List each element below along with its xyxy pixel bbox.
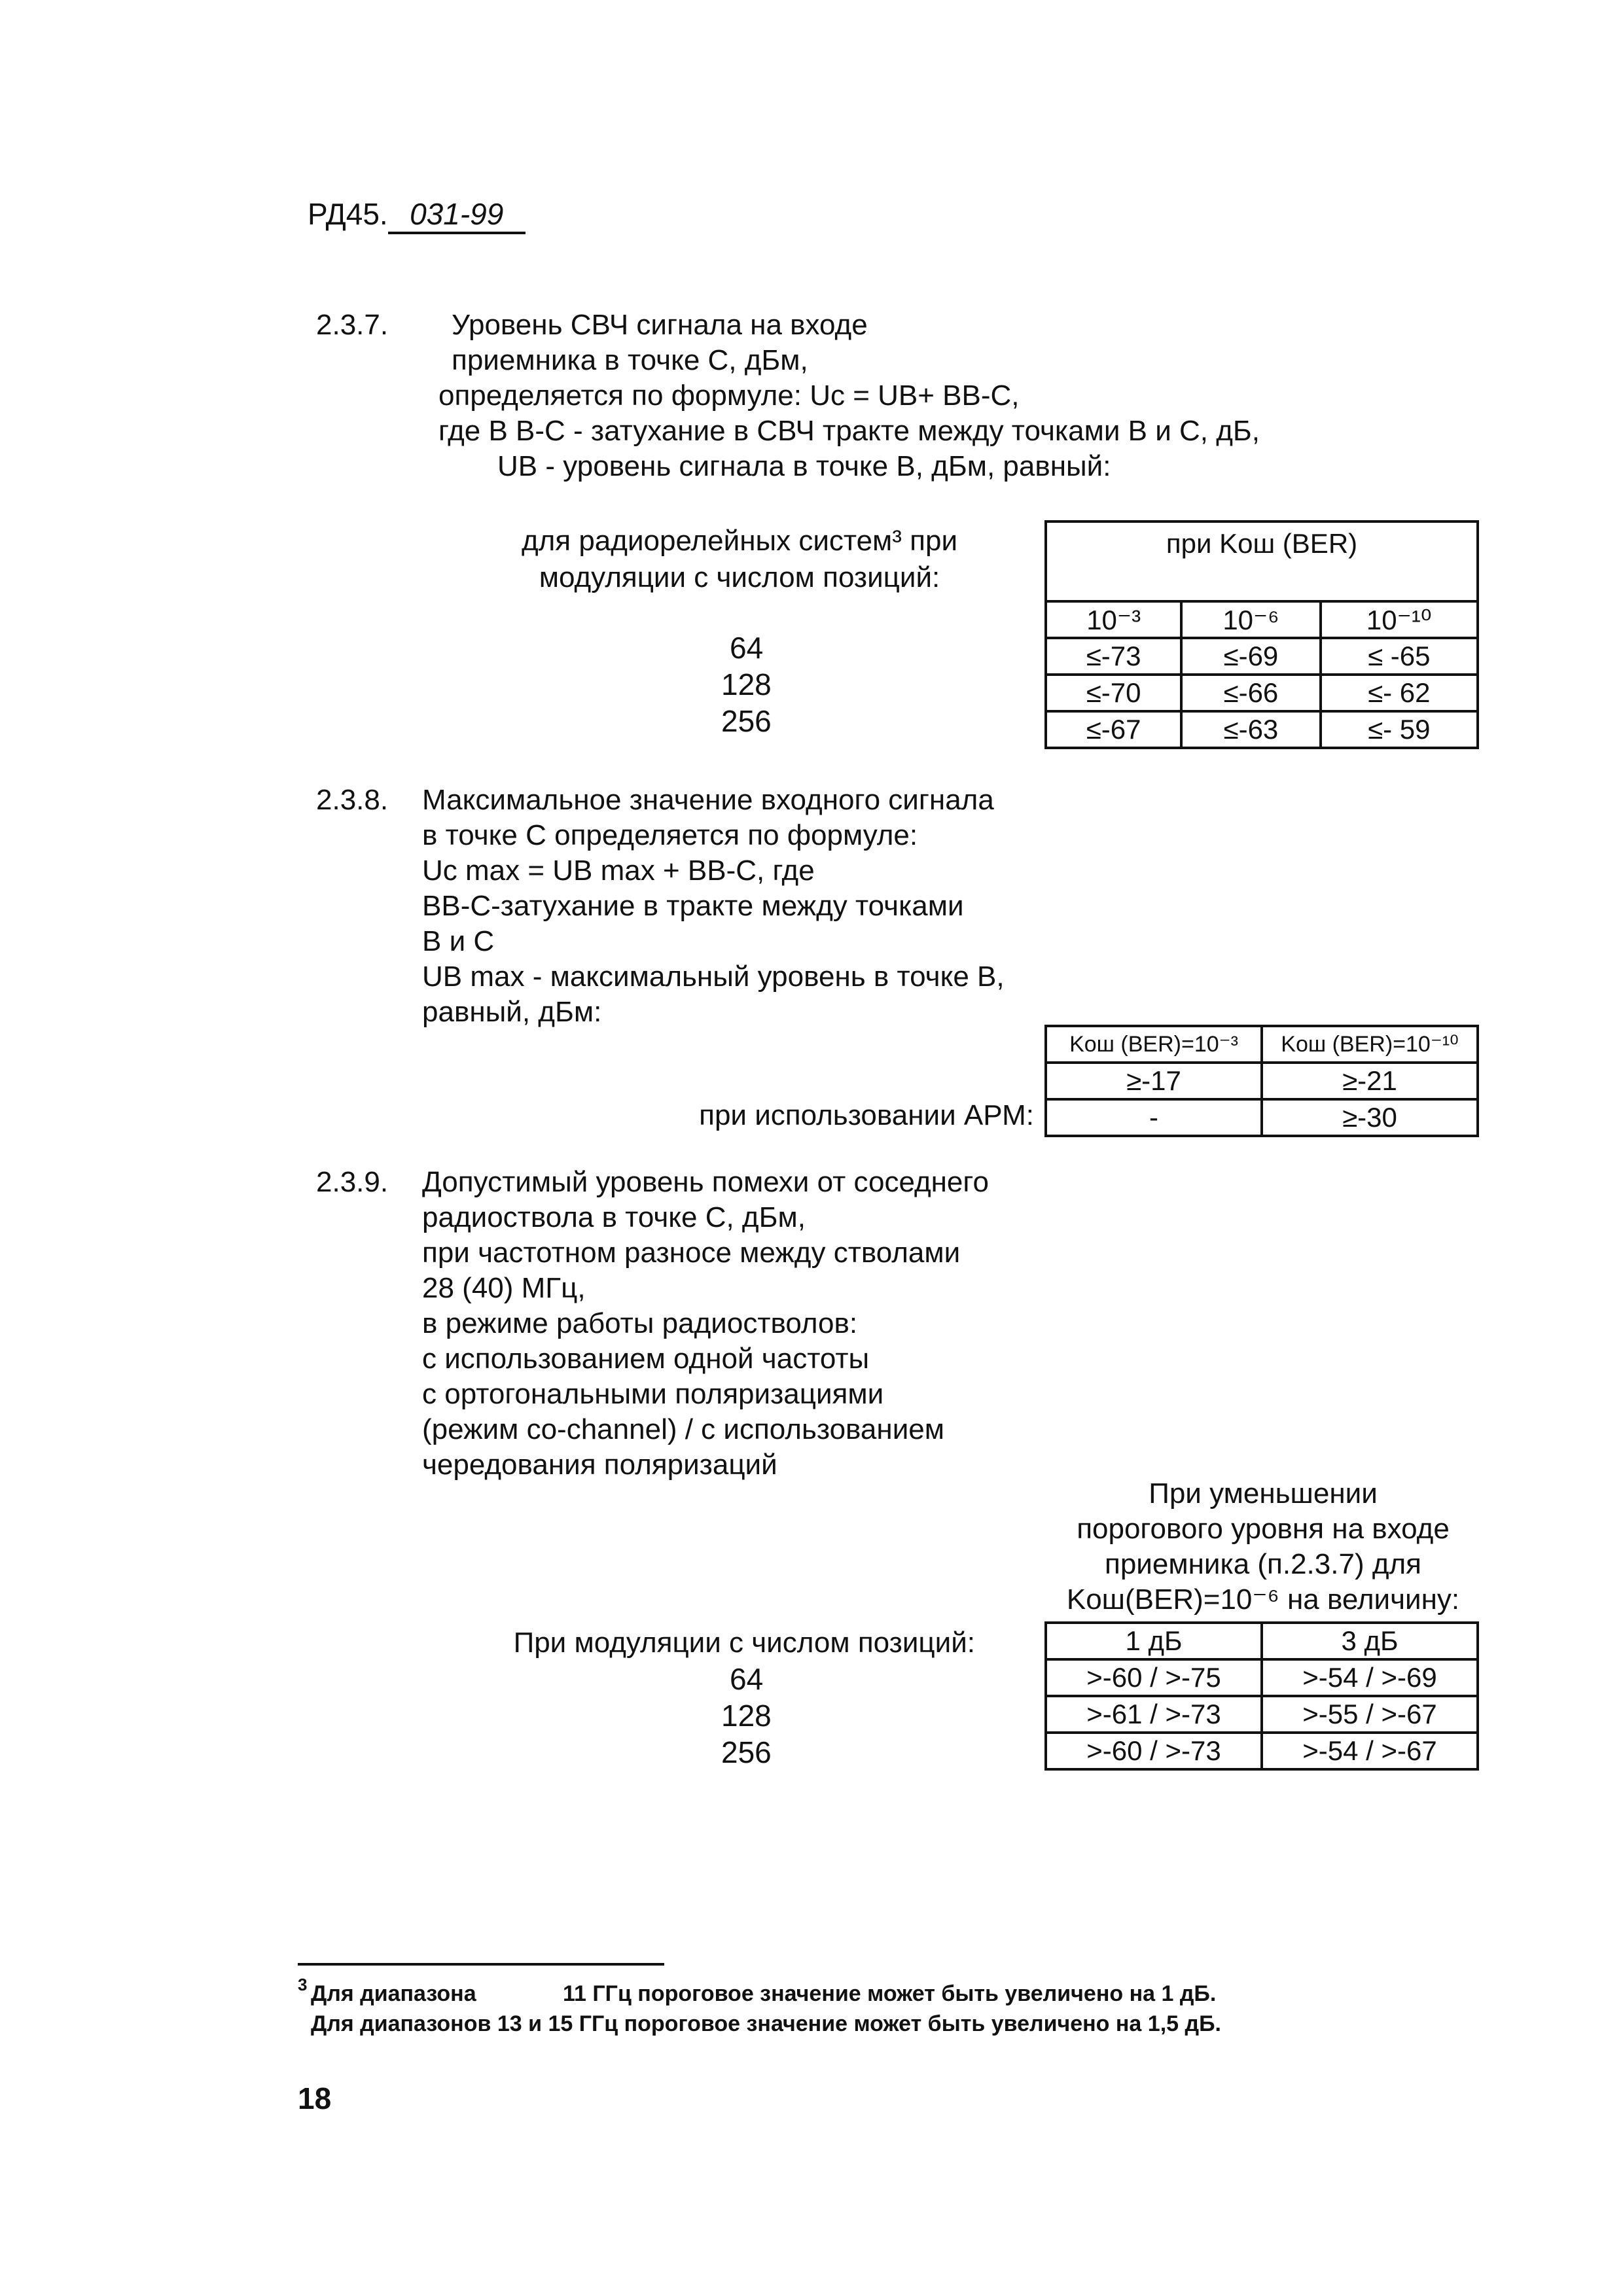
table-cell: ≥-17 [1046, 1063, 1262, 1099]
table-cell: >-60 / >-73 [1046, 1733, 1262, 1769]
s239-position-64: 64 [730, 1662, 764, 1696]
table-cell: >-55 / >-67 [1262, 1696, 1478, 1733]
table-cell: ≤- 59 [1321, 711, 1478, 748]
s239-line-4: 28 (40) МГц, [422, 1272, 586, 1304]
s237-line-2: приемника в точке С, дБм, [452, 344, 808, 376]
table-cell: >-54 / >-69 [1262, 1659, 1478, 1696]
table-cell: ≥-21 [1262, 1063, 1478, 1099]
s237-col-1e-6: 10⁻⁶ [1181, 601, 1320, 638]
s237-position-64: 64 [730, 631, 764, 665]
table-cell: ≤-66 [1181, 675, 1320, 711]
s238-line-6: UB max - максимальный уровень в точке В, [422, 961, 1005, 993]
s239-line-5: в режиме работы радиостволов: [422, 1307, 858, 1339]
section-number-2-3-7: 2.3.7. [316, 309, 389, 341]
s238-apm-label: при использовании АРМ: [699, 1099, 1034, 1131]
footnote-divider [298, 1963, 664, 1966]
s239-position-256: 256 [721, 1735, 772, 1769]
s238-col-1e-3: Kош (BER)=10⁻³ [1046, 1026, 1262, 1063]
table-row [1046, 1659, 1478, 1696]
table-row [1046, 1733, 1478, 1769]
s239-line-1: Допустимый уровень помехи от соседнего [422, 1166, 989, 1198]
table-cell: >-60 / >-75 [1046, 1659, 1262, 1696]
footnote-line-1-a: Для диапазона [311, 1981, 476, 2006]
s239-caption-4: Kош(BER)=10⁻⁶ на величину: [1066, 1583, 1460, 1616]
table-row [1046, 638, 1478, 675]
s237-line-3: определяется по формуле: Uc = UB+ BB-C, [438, 380, 1020, 412]
s238-line-3: Uc max = UB max + BB-C, где [422, 855, 815, 887]
s237-label-2: модуляции с числом позиций: [539, 561, 940, 593]
doc-number: 031-99 [388, 196, 526, 234]
s237-position-128: 128 [721, 667, 772, 701]
table-row [1046, 1063, 1478, 1099]
s237-position-256: 256 [721, 704, 772, 738]
s238-line-7: равный, дБм: [422, 996, 602, 1028]
footnote-line-1-b: 11 ГГц пороговое значение может быть увеличено на 1 дБ. [563, 1981, 1217, 2006]
section-number-2-3-8: 2.3.8. [316, 784, 389, 816]
s239-line-8: (режим co-channel) / с использованием [422, 1413, 944, 1445]
s239-caption-1: При уменьшении [1149, 1477, 1378, 1510]
table-cell: ≥-30 [1262, 1099, 1478, 1136]
page-number: 18 [298, 2081, 332, 2115]
s239-col-3db: 3 дБ [1262, 1623, 1478, 1659]
table-cell: >-61 / >-73 [1046, 1696, 1262, 1733]
table-cell: >-54 / >-67 [1262, 1733, 1478, 1769]
table-row [1046, 1696, 1478, 1733]
s239-line-3: при частотном разносе между стволами [422, 1237, 961, 1269]
s239-caption-2: порогового уровня на входе [1077, 1513, 1450, 1545]
table-row [1046, 711, 1478, 748]
s239-caption-3: приемника (п.2.3.7) для [1105, 1548, 1421, 1580]
s238-line-5: В и С [422, 925, 495, 957]
table-row [1046, 675, 1478, 711]
s237-line-1: Уровень СВЧ сигнала на входе [452, 309, 868, 341]
table-cell: ≤-73 [1046, 638, 1181, 675]
s238-table [1044, 1025, 1479, 1137]
s237-label-1: для радиорелейных систем³ при [521, 525, 958, 557]
s237-table [1044, 520, 1479, 749]
footnote-line-2: Для диапазонов 13 и 15 ГГц пороговое значение может быть увеличено на 1,5 дБ. [311, 2011, 1221, 2036]
s239-line-7: с ортогональными поляризациями [422, 1378, 884, 1410]
doc-prefix: РД45. [308, 197, 388, 231]
doc-header [308, 196, 526, 234]
s237-col-1e-10: 10⁻¹⁰ [1321, 601, 1478, 638]
s238-line-2: в точке С определяется по формуле: [422, 819, 918, 851]
table-cell: ≤-70 [1046, 675, 1181, 711]
s237-line-4: где B B-C - затухание в СВЧ тракте между точками В и С, дБ, [438, 415, 1260, 447]
table-row [1046, 1099, 1478, 1136]
table-cell: ≤- 62 [1321, 675, 1478, 711]
s239-table [1044, 1621, 1479, 1771]
table-cell: ≤-63 [1181, 711, 1320, 748]
footnote-marker: 3 [298, 1975, 308, 1994]
table-cell: ≤-69 [1181, 638, 1320, 675]
s238-col-1e-10: Kош (BER)=10⁻¹⁰ [1262, 1026, 1478, 1063]
s239-position-128: 128 [721, 1699, 772, 1733]
s237-table-header: при Kош (BER) [1046, 521, 1478, 601]
s238-line-4: BB-C-затухание в тракте между точками [422, 890, 964, 922]
s239-col-1db: 1 дБ [1046, 1623, 1262, 1659]
s239-line-9: чередования поляризаций [422, 1449, 777, 1481]
section-number-2-3-9: 2.3.9. [316, 1166, 389, 1198]
table-cell: ≤-67 [1046, 711, 1181, 748]
s239-line-2: радиоствола в точке С, дБм, [422, 1201, 806, 1233]
s239-line-6: с использованием одной частоты [422, 1343, 870, 1375]
s237-line-5: UB - уровень сигнала в точке В, дБм, равный: [497, 450, 1111, 482]
s238-line-1: Максимальное значение входного сигнала [422, 784, 994, 816]
s239-label: При модуляции с числом позиций: [513, 1627, 975, 1659]
s237-col-1e-3: 10⁻³ [1046, 601, 1181, 638]
table-cell: - [1046, 1099, 1262, 1136]
table-cell: ≤ -65 [1321, 638, 1478, 675]
